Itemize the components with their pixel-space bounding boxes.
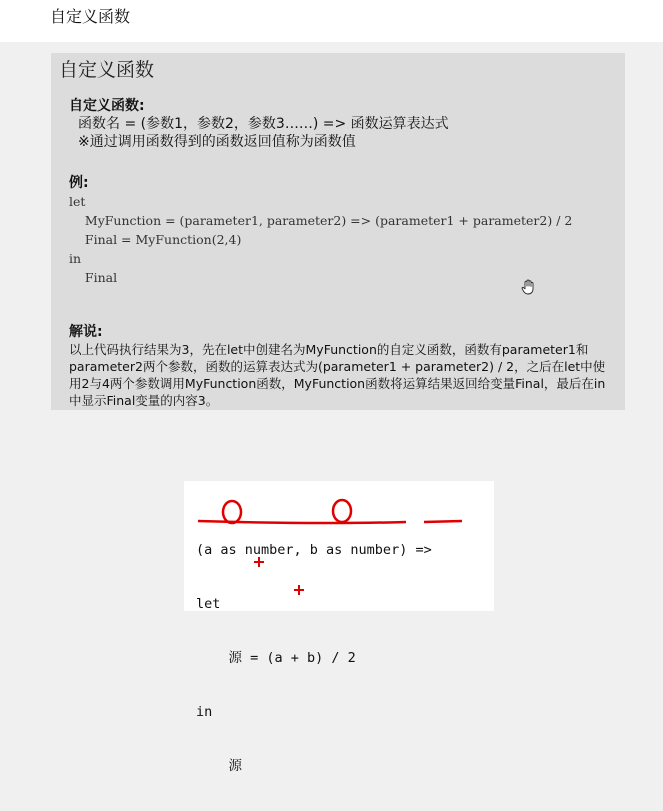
red-annotations [184, 481, 494, 611]
code-line: 源 [196, 758, 243, 774]
code-snippet-panel [184, 481, 494, 774]
example-line: let [69, 194, 86, 209]
page-title: 自定义函数 [50, 7, 131, 26]
example-line: MyFunction = (parameter1, parameter2) => (parameter1 + parameter2) / 2 [69, 213, 573, 228]
definition-syntax: 函数名 = (参数1，参数2，参数3……) => 函数运算表达式 [78, 116, 449, 132]
example-line: Final = MyFunction(2,4) [69, 232, 242, 247]
explanation-section [69, 323, 617, 409]
explanation-heading: 解说: [69, 324, 103, 340]
definition-card [51, 53, 625, 410]
example-line: in [69, 251, 82, 266]
red-circle [223, 501, 241, 523]
card-title: 自定义函数 [59, 59, 155, 81]
red-plus [254, 557, 264, 567]
red-plus [294, 585, 304, 595]
red-underline [424, 521, 462, 522]
code-line: (a as number, b as number) => [196, 542, 432, 558]
example-heading: 例: [69, 175, 89, 191]
example-section [69, 174, 572, 287]
definition-heading: 自定义函数: [69, 98, 145, 114]
hand-pointer-icon [521, 279, 535, 295]
example-line: Final [69, 270, 118, 285]
definition-section [69, 97, 449, 151]
code-line: let [196, 596, 221, 612]
definition-note: ※通过调用函数得到的函数返回值称为函数值 [78, 134, 356, 150]
red-circle [333, 500, 351, 522]
code-line: 源 = (a + b) / 2 [196, 650, 356, 666]
code-line: in [196, 704, 213, 720]
explanation-text: 以上代码执行结果为3，先在let中创建名为MyFunction的自定义函数，函数有parameter1和parameter2两个参数，函数的运算表达式为(parameter1 + parameter2) / 2，之后在let中使用2与4两个参数调用MyFunction函数，MyFunction函数将运算结果返回给变量Final，最后在in中显示Final变量的内容3。 [69, 342, 606, 408]
